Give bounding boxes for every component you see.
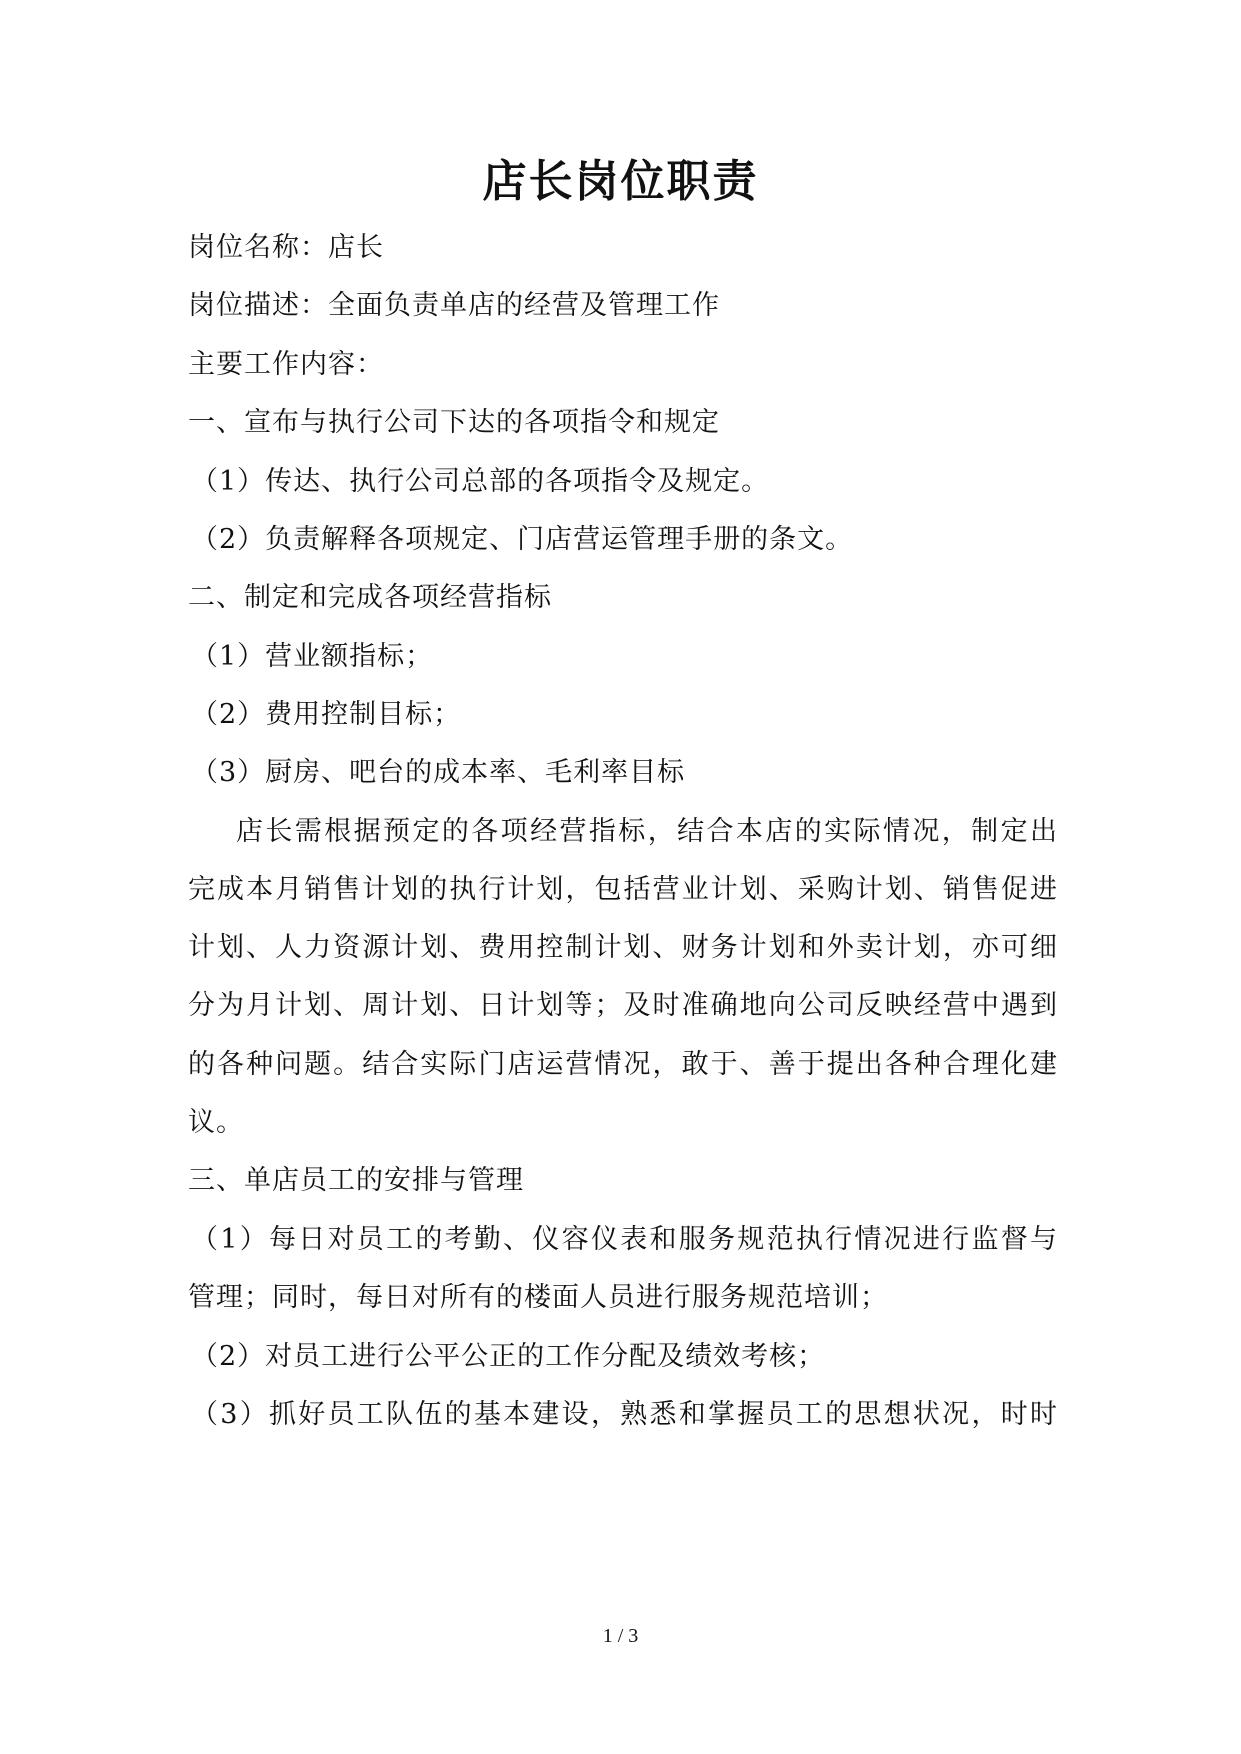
paragraph-line: 分为月计划、周计划、日计划等；及时准确地向公司反映经营中遇到 (188, 990, 1058, 1021)
section-heading: 一、宣布与执行公司下达的各项指令和规定 (188, 407, 720, 438)
paragraph-line: 计划、人力资源计划、费用控制计划、财务计划和外卖计划，亦可细 (188, 932, 1058, 963)
text-line: 岗位描述：全面负责单店的经营及管理工作 (188, 290, 720, 321)
text-line: 主要工作内容： (188, 349, 384, 380)
list-item: （1）营业额指标； (191, 641, 434, 672)
list-item: （2）对员工进行公平公正的工作分配及绩效考核； (191, 1341, 826, 1372)
document-title: 店长岗位职责 (482, 156, 759, 207)
section-heading: 二、制定和完成各项经营指标 (188, 582, 552, 613)
paragraph-line: 的各种问题。结合实际门店运营情况，敢于、善于提出各种合理化建 (188, 1049, 1058, 1080)
list-item: （1）传达、执行公司总部的各项指令及规定。 (191, 466, 770, 497)
list-item: （3）厨房、吧台的成本率、毛利率目标 (191, 757, 686, 788)
paragraph-line: 店长需根据预定的各项经营指标，结合本店的实际情况，制定出 (236, 816, 1058, 847)
section-heading: 三、单店员工的安排与管理 (188, 1165, 524, 1196)
page-number: 1 / 3 (602, 1625, 639, 1647)
paragraph-line: 完成本月销售计划的执行计划，包括营业计划、采购计划、销售促进 (188, 874, 1058, 905)
text-line: 岗位名称：店长 (188, 232, 384, 263)
list-item: （3）抓好员工队伍的基本建设，熟悉和掌握员工的思想状况，时时 (191, 1399, 1058, 1430)
list-item: （1）每日对员工的考勤、仪容仪表和服务规范执行情况进行监督与 (191, 1224, 1058, 1255)
list-item: （2）费用控制目标； (191, 699, 462, 730)
list-item: （2）负责解释各项规定、门店营运管理手册的条文。 (191, 524, 854, 555)
list-item-continuation: 管理；同时，每日对所有的楼面人员进行服务规范培训； (188, 1282, 888, 1313)
paragraph-line: 议。 (188, 1107, 244, 1138)
